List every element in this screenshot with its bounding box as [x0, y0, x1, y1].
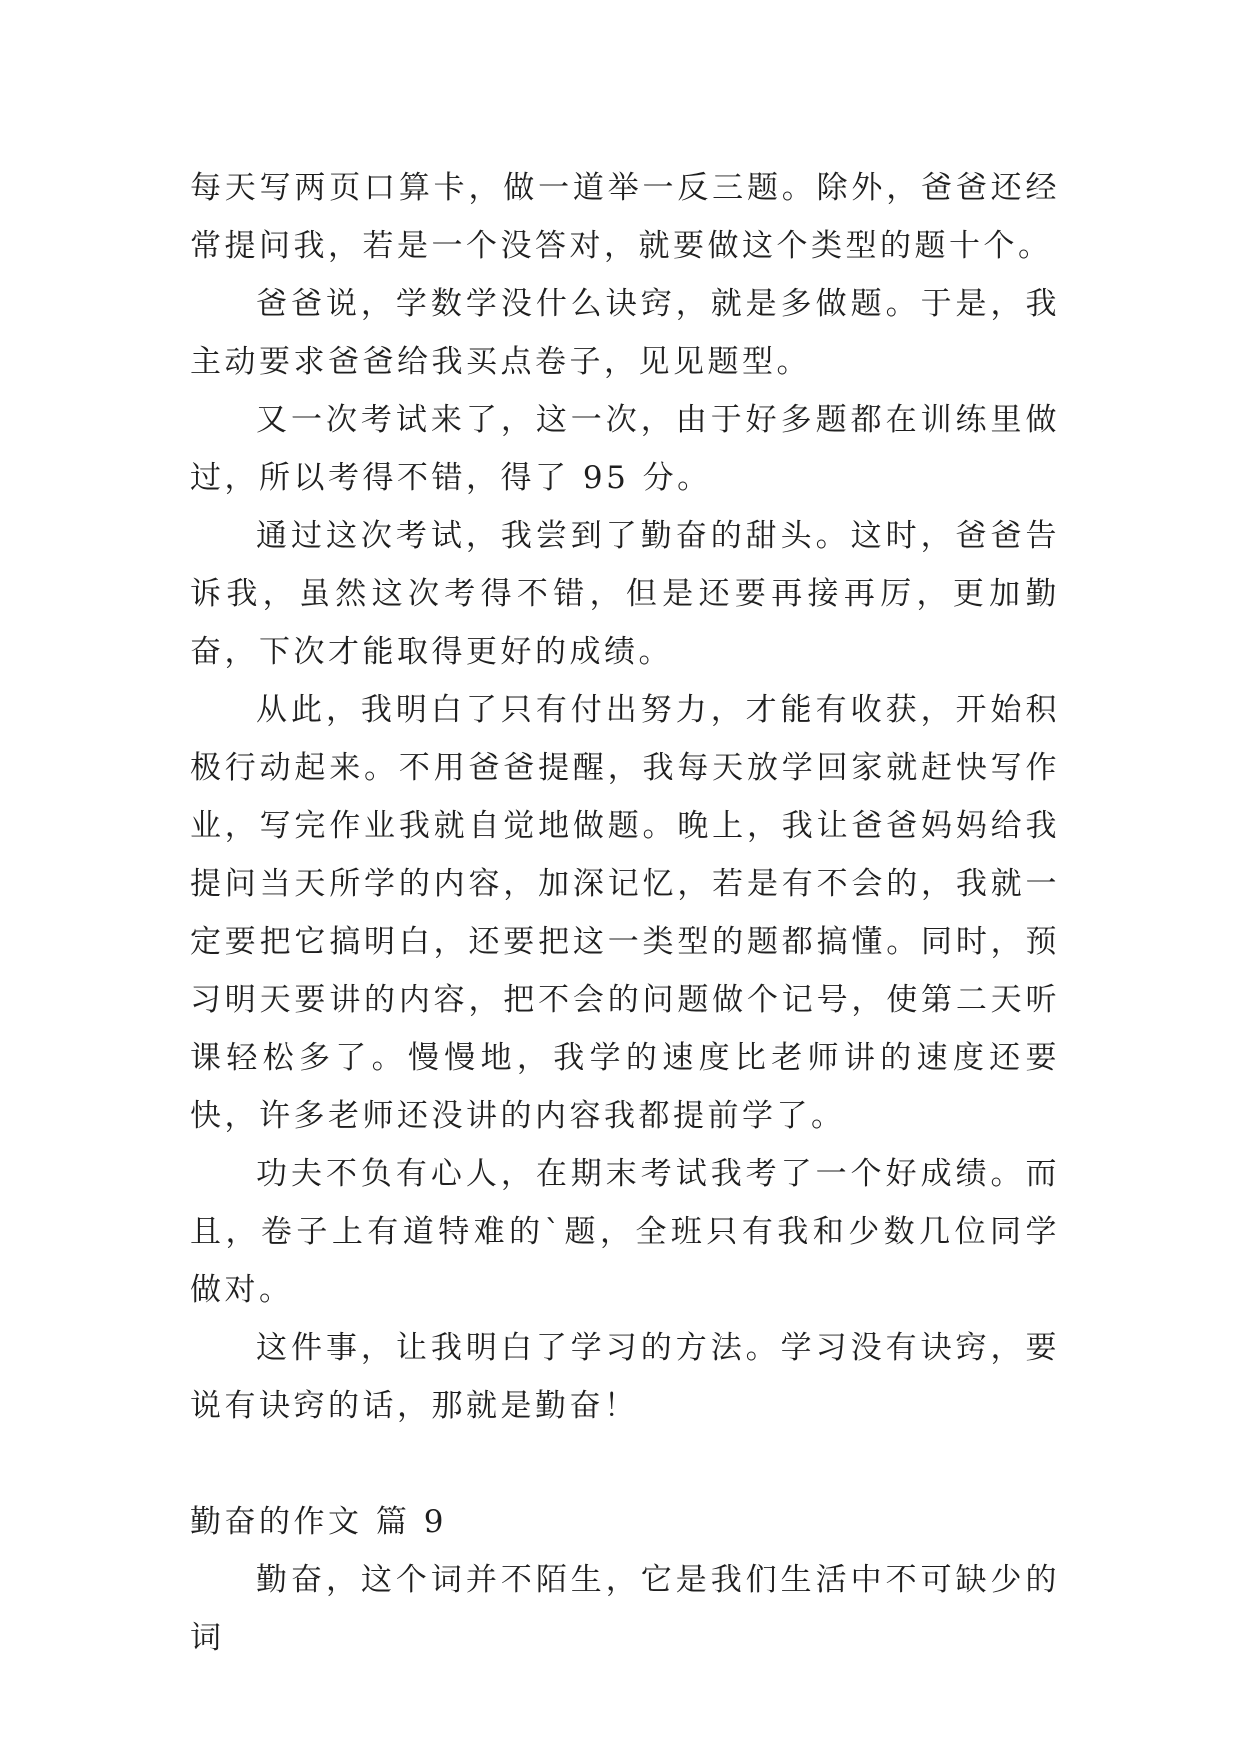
section-heading: 勤奋的作文 篇 9 — [190, 1504, 447, 1540]
document-body — [190, 159, 1060, 1667]
paragraph-4: 通过这次考试，我尝到了勤奋的甜头。这时，爸爸告诉我，虽然这次考得不错，但是还要再接再厉，更加勤奋，下次才能取得更好的成绩。 — [190, 518, 1060, 670]
paragraph-1: 每天写两页口算卡，做一道举一反三题。除外，爸爸还经常提问我，若是一个没答对，就要做这个类型的题十个。 — [190, 170, 1060, 264]
paragraph-3: 又一次考试来了，这一次，由于好多题都在训练里做过，所以考得不错，得了 95 分。 — [190, 402, 1060, 496]
paragraph-2: 爸爸说，学数学没什么诀窍，就是多做题。于是，我主动要求爸爸给我买点卷子，见见题型。 — [190, 286, 1060, 380]
paragraph-6: 功夫不负有心人，在期末考试我考了一个好成绩。而且，卷子上有道特难的`题，全班只有我和少数几位同学做对。 — [190, 1156, 1060, 1308]
paragraph-8: 勤奋，这个词并不陌生，它是我们生活中不可缺少的词 — [190, 1562, 1060, 1656]
paragraph-7: 这件事，让我明白了学习的方法。学习没有诀窍，要说有诀窍的话，那就是勤奋！ — [190, 1330, 1060, 1424]
paragraph-5: 从此，我明白了只有付出努力，才能有收获，开始积极行动起来。不用爸爸提醒，我每天放学回家就赶快写作业，写完作业我就自觉地做题。晚上，我让爸爸妈妈给我提问当天所学的内容，加深记忆，若是有不会的，我就一定要把它搞明白，还要把这一类型的题都搞懂。同时，预习明天要讲的内容，把不会的问题做个记号，使第二天听课轻松多了。慢慢地，我学的速度比老师讲的速度还要快，许多老师还没讲的内容我都提前学了。 — [190, 692, 1060, 1134]
